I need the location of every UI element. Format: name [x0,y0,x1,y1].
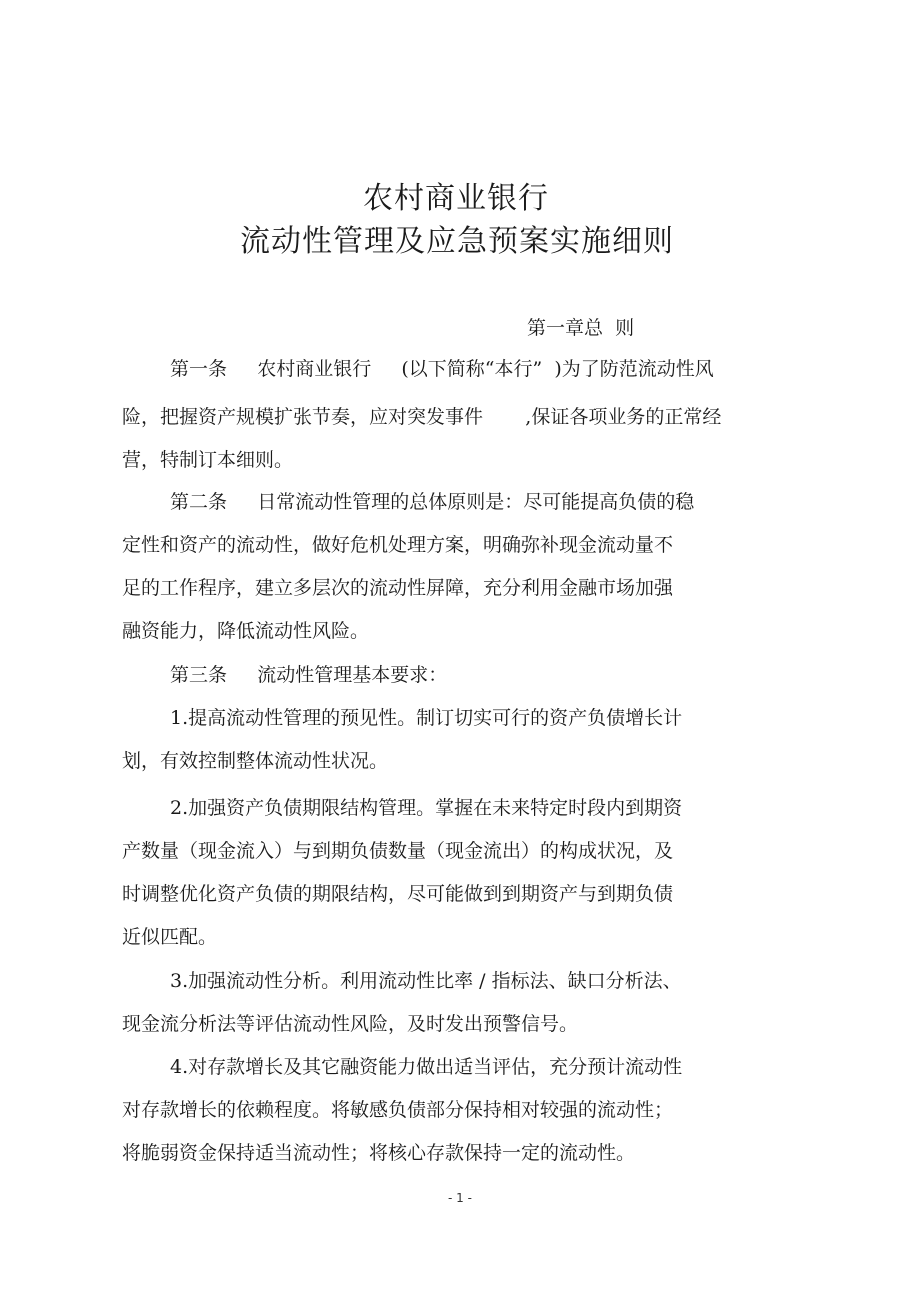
article-2-line-2: 定性和资产的流动性，做好危机处理方案，明确弥补现金流动量不 [122,534,674,556]
item-2-line-1: 2.加强资产负债期限结构管理。掌握在未来特定时段内到期资 [170,797,683,819]
item-4-line-3: 将脆弱资金保持适当流动性；将核心存款保持一定的流动性。 [122,1142,636,1164]
item-2-line-3: 时调整优化资产负债的期限结构，尽可能做到到期资产与到期负债 [122,883,674,905]
document-title-line-1: 农村商业银行 [363,181,549,216]
item-1-line-1: 1.提高流动性管理的预见性。制订切实可行的资产负债增长计 [170,707,683,729]
document-title-line-2: 流动性管理及应急预案实施细则 [240,224,674,259]
item-3-line-2: 现金流分析法等评估流动性风险，及时发出预警信号。 [122,1013,579,1035]
article-3-heading: 第三条 流动性管理基本要求： [170,664,448,686]
article-2-line-1: 第二条 日常流动性管理的总体原则是：尽可能提高负债的稳 [170,491,695,513]
item-4-line-2: 对存款增长的依赖程度。将敏感负债部分保持相对较强的流动性； [122,1099,674,1121]
article-1-line-2: 险，把握资产规模扩张节奏，应对突发事件 ,保证各项业务的正常经 [122,406,722,428]
chapter-heading: 第一章总 则 [527,317,635,339]
item-2-line-2: 产数量（现金流入）与到期负债数量（现金流出）的构成状况，及 [122,840,674,862]
article-2-line-4: 融资能力，降低流动性风险。 [122,620,370,642]
item-1-line-2: 划，有效控制整体流动性状况。 [122,750,389,772]
item-2-line-4: 近似匹配。 [122,926,218,948]
page-number: - 1 - [448,1191,472,1205]
article-2-line-3: 足的工作程序，建立多层次的流动性屏障，充分利用金融市场加强 [122,577,674,599]
article-1-line-1: 第一条 农村商业银行 (以下简称“本行” )为了防范流动性风 [170,358,714,380]
article-1-line-3: 营，特制订本细则。 [122,449,294,471]
item-4-line-1: 4.对存款增长及其它融资能力做出适当评估，充分预计流动性 [170,1056,683,1078]
item-3-line-1: 3.加强流动性分析。利用流动性比率 / 指标法、缺口分析法、 [170,970,682,992]
